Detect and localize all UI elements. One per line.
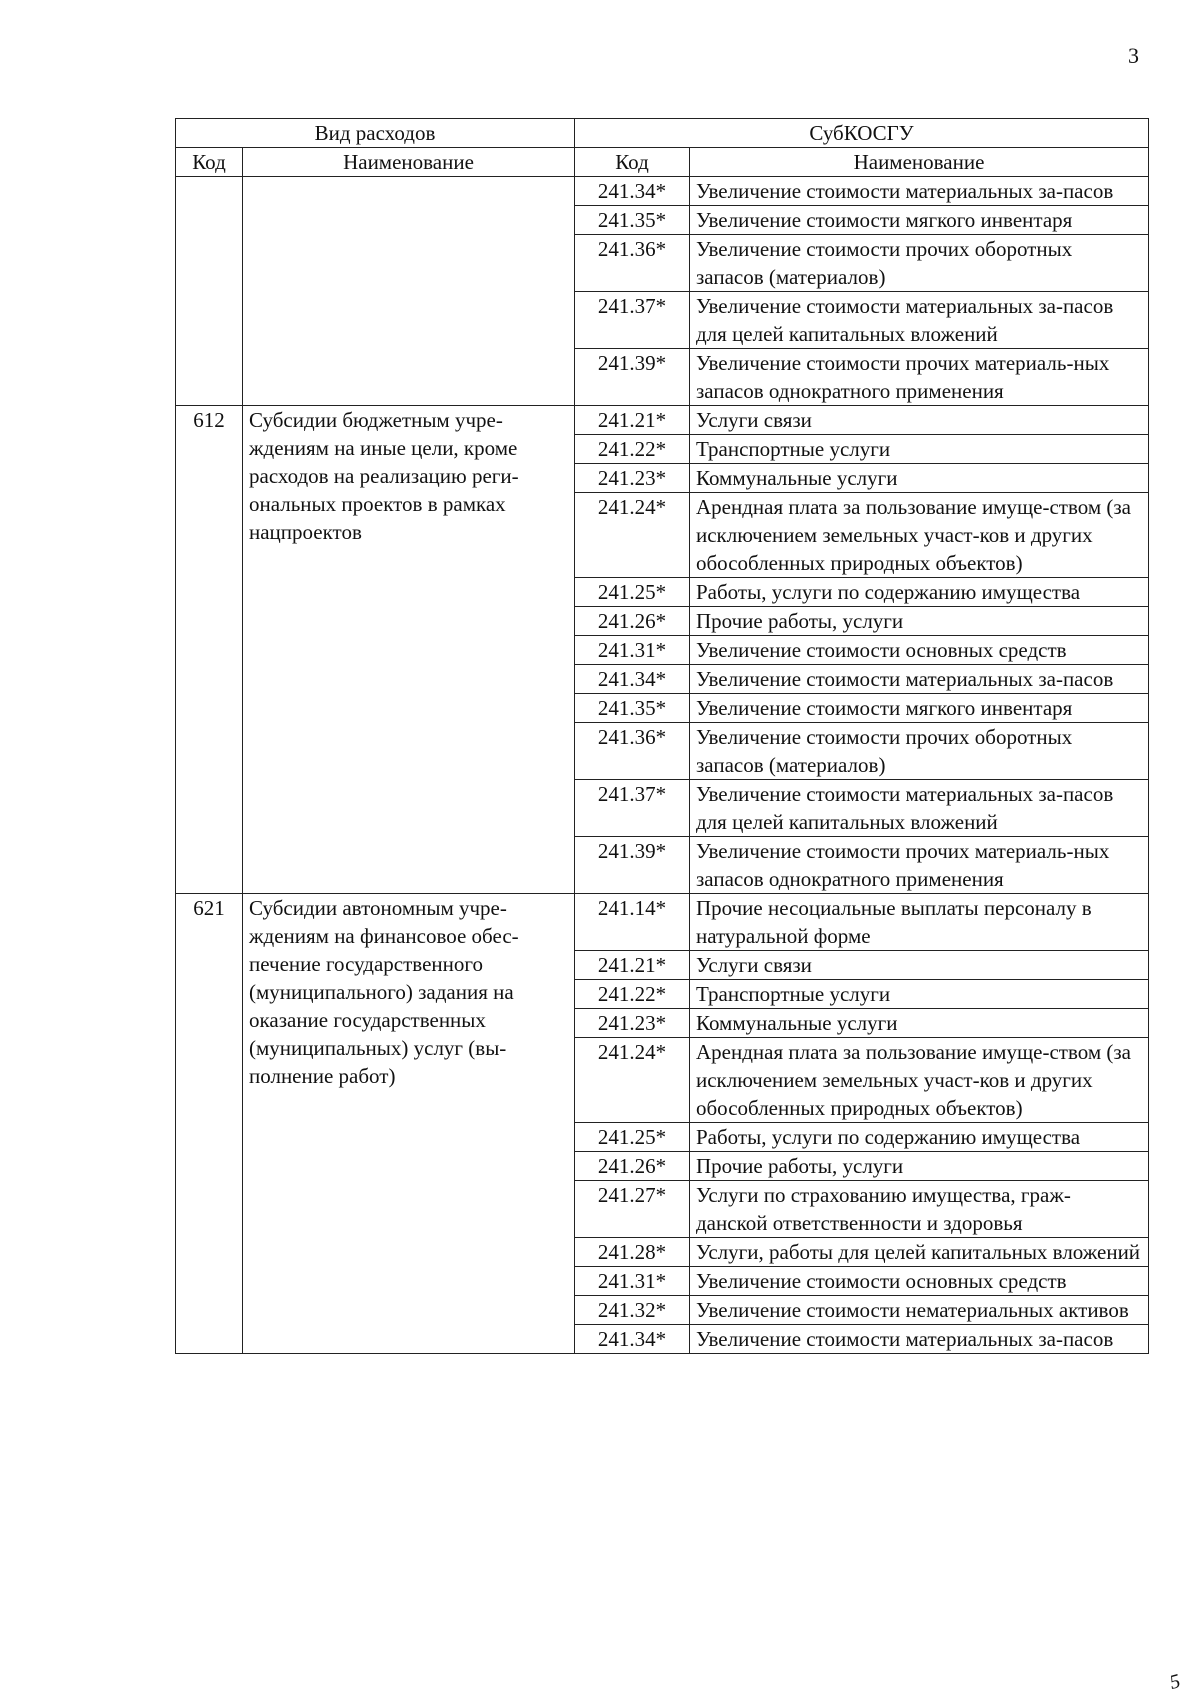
header-name: Наименование: [243, 148, 575, 177]
subkosgu-code: 241.36*: [575, 235, 690, 292]
header-code: Код: [176, 148, 243, 177]
subkosgu-name: Коммунальные услуги: [690, 464, 1149, 493]
subkosgu-code: 241.34*: [575, 1325, 690, 1354]
table-row: [176, 894, 1149, 951]
subkosgu-name: Увеличение стоимости прочих оборотных запасов (материалов): [690, 235, 1149, 292]
subkosgu-code: 241.26*: [575, 607, 690, 636]
header-sub-name: Наименование: [690, 148, 1149, 177]
subkosgu-code: 241.37*: [575, 292, 690, 349]
table-row: [176, 177, 1149, 206]
header-sub-code: Код: [575, 148, 690, 177]
page-number: 3: [1128, 43, 1139, 68]
subkosgu-code: 241.22*: [575, 435, 690, 464]
subkosgu-name: Прочие несоциальные выплаты персоналу в натуральной форме: [690, 894, 1149, 951]
subkosgu-name: Увеличение стоимости прочих материаль-ных запасов однократного применения: [690, 349, 1149, 406]
expense-code: 612: [176, 406, 243, 894]
subkosgu-code: 241.27*: [575, 1181, 690, 1238]
subkosgu-name: Увеличение стоимости основных средств: [690, 1267, 1149, 1296]
subkosgu-code: 241.28*: [575, 1238, 690, 1267]
subkosgu-code: 241.37*: [575, 780, 690, 837]
subkosgu-name: Коммунальные услуги: [690, 1009, 1149, 1038]
subkosgu-code: 241.21*: [575, 951, 690, 980]
subkosgu-name: Увеличение стоимости основных средств: [690, 636, 1149, 665]
subkosgu-name: Услуги связи: [690, 951, 1149, 980]
subkosgu-code: 241.25*: [575, 578, 690, 607]
handwritten-mark: 5: [1167, 1670, 1183, 1694]
subkosgu-code: 241.25*: [575, 1123, 690, 1152]
subkosgu-name: Услуги, работы для целей капитальных вложений: [690, 1238, 1149, 1267]
subkosgu-code: 241.35*: [575, 694, 690, 723]
subkosgu-name: Прочие работы, услуги: [690, 1152, 1149, 1181]
subkosgu-name: Увеличение стоимости материальных за-пасов: [690, 1325, 1149, 1354]
subkosgu-code: 241.31*: [575, 636, 690, 665]
subkosgu-name: Арендная плата за пользование имуще-ством (за исключением земельных участ-ков и других обособленных природных объектов): [690, 1038, 1149, 1123]
subkosgu-name: Увеличение стоимости материальных за-пасов для целей капитальных вложений: [690, 292, 1149, 349]
header-subkosgu: СубКОСГУ: [575, 119, 1149, 148]
subkosgu-code: 241.36*: [575, 723, 690, 780]
subkosgu-name: Увеличение стоимости материальных за-пасов: [690, 177, 1149, 206]
table-body: [176, 177, 1149, 1354]
subkosgu-code: 241.32*: [575, 1296, 690, 1325]
expense-table: [175, 118, 1149, 1354]
subkosgu-code: 241.39*: [575, 349, 690, 406]
expense-code: 621: [176, 894, 243, 1354]
subkosgu-name: Услуги связи: [690, 406, 1149, 435]
subkosgu-code: 241.34*: [575, 177, 690, 206]
subkosgu-name: Увеличение стоимости прочих материаль-ных запасов однократного применения: [690, 837, 1149, 894]
subkosgu-code: 241.14*: [575, 894, 690, 951]
expense-code: [176, 177, 243, 406]
table-row: [176, 406, 1149, 435]
subkosgu-name: Увеличение стоимости мягкого инвентаря: [690, 206, 1149, 235]
subkosgu-code: 241.31*: [575, 1267, 690, 1296]
subkosgu-code: 241.26*: [575, 1152, 690, 1181]
subkosgu-code: 241.23*: [575, 1009, 690, 1038]
expense-name: Субсидии автономным учре-ждениям на финансовое обес-печение государственного (муниципального) задания на оказание государственных (муниципальных) услуг (вы-полнение работ): [243, 894, 575, 1354]
subkosgu-code: 241.23*: [575, 464, 690, 493]
expense-name: [243, 177, 575, 406]
subkosgu-name: Транспортные услуги: [690, 435, 1149, 464]
subkosgu-name: Работы, услуги по содержанию имущества: [690, 1123, 1149, 1152]
subkosgu-code: 241.35*: [575, 206, 690, 235]
subkosgu-name: Арендная плата за пользование имуще-ством (за исключением земельных участ-ков и других обособленных природных объектов): [690, 493, 1149, 578]
subkosgu-code: 241.39*: [575, 837, 690, 894]
subkosgu-code: 241.22*: [575, 980, 690, 1009]
subkosgu-name: Транспортные услуги: [690, 980, 1149, 1009]
subkosgu-code: 241.34*: [575, 665, 690, 694]
subkosgu-name: Увеличение стоимости материальных за-пасов: [690, 665, 1149, 694]
expense-name: Субсидии бюджетным учре-ждениям на иные цели, кроме расходов на реализацию реги-ональных проектов в рамках нацпроектов: [243, 406, 575, 894]
subkosgu-name: Прочие работы, услуги: [690, 607, 1149, 636]
subkosgu-name: Увеличение стоимости материальных за-пасов для целей капитальных вложений: [690, 780, 1149, 837]
subkosgu-name: Увеличение стоимости нематериальных активов: [690, 1296, 1149, 1325]
header-expense-type: Вид расходов: [176, 119, 575, 148]
subkosgu-code: 241.24*: [575, 1038, 690, 1123]
subkosgu-code: 241.21*: [575, 406, 690, 435]
subkosgu-name: Увеличение стоимости прочих оборотных запасов (материалов): [690, 723, 1149, 780]
subkosgu-name: Услуги по страхованию имущества, граж-данской ответственности и здоровья: [690, 1181, 1149, 1238]
subkosgu-name: Увеличение стоимости мягкого инвентаря: [690, 694, 1149, 723]
subkosgu-code: 241.24*: [575, 493, 690, 578]
table-header: [176, 119, 1149, 177]
subkosgu-name: Работы, услуги по содержанию имущества: [690, 578, 1149, 607]
